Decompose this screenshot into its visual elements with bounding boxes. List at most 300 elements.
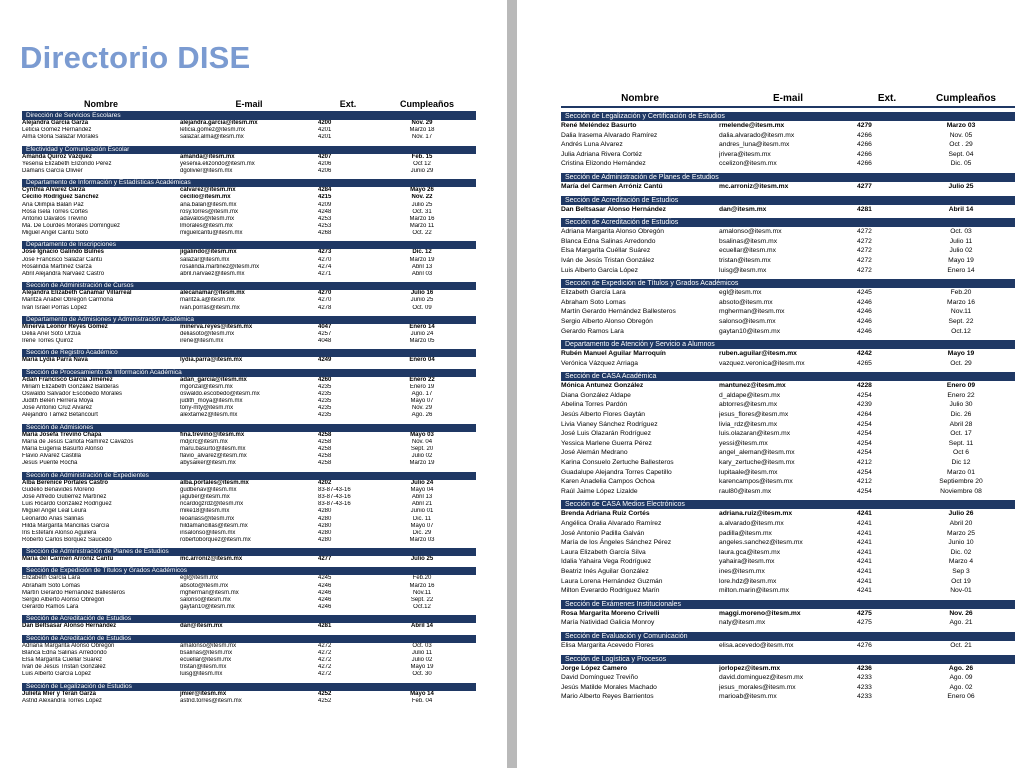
- table-row: [22, 480, 476, 487]
- contact-email: adavalos@itesm.mx: [180, 215, 235, 222]
- section: [22, 146, 476, 176]
- contact-email: milton.marin@itesm.mx: [719, 587, 789, 595]
- contact-email: egl@itesm.mx: [180, 575, 219, 582]
- contact-email: yahaira@itesm.mx: [719, 558, 775, 566]
- contact-extension: 4265: [857, 359, 872, 367]
- contact-email: adan_garcia@itesm.mx: [180, 376, 247, 383]
- contact-name: Alejandra García Garza: [22, 120, 89, 126]
- contact-email: alextamez@itesm.mx: [180, 412, 238, 419]
- contact-name: Gudelio Benavides Moreno: [22, 486, 95, 493]
- contact-birthday: Enero 04: [409, 357, 435, 364]
- contact-extension: 4272: [857, 247, 872, 255]
- contact-birthday: Julio 11: [411, 649, 433, 656]
- contact-extension: 4206: [318, 167, 332, 174]
- contact-name: Sergio Alberto Alonso Obregón: [561, 317, 653, 325]
- table-row: [22, 643, 476, 650]
- table-row: [561, 538, 1015, 548]
- table-row: [561, 557, 1015, 567]
- contact-extension: 4280: [318, 529, 332, 536]
- table-row: [22, 623, 476, 630]
- contact-birthday: Dic. 02: [950, 548, 972, 556]
- table-row: [561, 509, 1015, 519]
- table-row: [22, 523, 476, 530]
- table-row: [561, 448, 1015, 458]
- contact-birthday: Abril 28: [949, 420, 973, 428]
- contact-birthday: Abril 21: [411, 501, 433, 508]
- contact-name: Antonio Dávalos Treviño: [22, 215, 88, 222]
- contact-extension: 4275: [857, 619, 872, 627]
- contact-email: abtorres@itesm.mx: [719, 401, 778, 409]
- contact-email: vazquez.veronica@itesm.mx: [719, 359, 805, 367]
- contact-extension: 4241: [857, 577, 872, 585]
- contact-extension: 4252: [318, 697, 332, 704]
- section: [561, 655, 1015, 702]
- contact-extension: 4254: [857, 391, 872, 399]
- table-row: [22, 297, 476, 304]
- contact-birthday: Sep 3: [952, 567, 970, 575]
- contact-email: dan@itesm.mx: [719, 205, 767, 213]
- contact-name: Dan Beltsasar Alonso Hernández: [22, 623, 117, 630]
- contact-birthday: Sept. 22: [410, 597, 434, 603]
- contact-extension: 4264: [857, 411, 872, 419]
- contact-email: angeles.sanchez@itesm.mx: [719, 539, 803, 547]
- contact-name: Alejandro Támez Betancourt: [22, 412, 98, 419]
- contact-birthday: Oct . 29: [949, 141, 973, 149]
- contact-email: luisg@itesm.mx: [180, 671, 223, 678]
- contact-name: Luis Alberto García López: [22, 671, 92, 678]
- contact-name: Ana Olimpia Balán Paz: [22, 201, 84, 208]
- contact-email: gaytan10@itesm.mx: [719, 327, 781, 335]
- contact-email: dgolivier@itesm.mx: [180, 167, 233, 174]
- contact-extension: 4281: [318, 623, 332, 630]
- section-title: Efectividad y Comunicación Escolar: [22, 146, 476, 154]
- contact-birthday: Marzo 16: [409, 582, 435, 589]
- section: [22, 567, 476, 611]
- contact-birthday: Feb. 15: [411, 153, 433, 160]
- contact-email: angel_aleman@itesm.mx: [719, 449, 795, 457]
- contact-email: ecuellar@itesm.mx: [719, 247, 776, 255]
- contact-birthday: Dic. 12: [412, 249, 432, 256]
- contact-extension: 4245: [857, 289, 872, 297]
- section: [561, 500, 1015, 595]
- contact-name: María Natividad Galicia Monroy: [561, 619, 655, 627]
- contact-birthday: Marzo 03: [409, 537, 435, 544]
- contact-name: Rosalinda Martínez Garza: [22, 263, 92, 270]
- contact-extension: 4254: [857, 449, 872, 457]
- contact-birthday: Mayo 19: [410, 664, 434, 671]
- contact-birthday: Oct. 29: [950, 359, 972, 367]
- table-row: [22, 377, 476, 384]
- contact-name: Martín Gerardo Hernández Ballesteros: [22, 589, 126, 596]
- contact-birthday: Marzo 01: [947, 468, 975, 476]
- contact-extension: 4270: [318, 256, 332, 263]
- table-row: [561, 150, 1015, 160]
- table-row: [22, 305, 476, 312]
- contact-extension: 4241: [857, 548, 872, 556]
- table-row: [561, 288, 1015, 298]
- section: [22, 282, 476, 312]
- table-row: [22, 664, 476, 671]
- contact-name: Alma Gloria Salazar Morales: [22, 134, 99, 141]
- contact-extension: 4246: [318, 604, 332, 611]
- table-row: [22, 120, 476, 127]
- contact-birthday: Marzo 18: [409, 127, 435, 134]
- contact-name: Julieta Mier y Terán Garza: [22, 690, 96, 697]
- contact-email: minerva.reyes@itesm.mx: [180, 323, 253, 330]
- contact-name: Flavio Álvarez Castilla: [22, 453, 82, 460]
- table-row: [561, 410, 1015, 420]
- contact-birthday: Oct. 30: [412, 671, 432, 678]
- contact-email: karencampos@itesm.mx: [719, 478, 793, 486]
- section: [561, 632, 1015, 651]
- contact-name: Amanda Quiroz Vázquez: [22, 153, 93, 160]
- table-row: [22, 187, 476, 194]
- contact-extension: 83-87-43-16: [318, 501, 351, 508]
- contact-birthday: Marzo 16: [409, 215, 435, 222]
- contact-birthday: Julio 02: [411, 453, 433, 460]
- contact-name: Beatriz Inés Aguilar González: [561, 567, 649, 575]
- contact-birthday: Dic. 11: [412, 515, 432, 522]
- table-row: [561, 519, 1015, 529]
- contact-extension: 4248: [318, 208, 332, 215]
- contact-name: René Meléndez Basurto: [561, 122, 637, 129]
- directory-table-right: [561, 112, 1015, 702]
- contact-extension: 4236: [857, 664, 872, 672]
- table-row: [561, 664, 1015, 674]
- section-title: Sección de Administración de Planes de Estudios: [22, 548, 476, 556]
- contact-extension: 4241: [857, 539, 872, 547]
- contact-extension: 4280: [318, 508, 332, 515]
- section: [22, 241, 476, 278]
- contact-birthday: Enero 14: [947, 266, 975, 274]
- contact-extension: 4258: [318, 453, 332, 460]
- contact-birthday: Dic 12: [951, 459, 971, 467]
- contact-email: miguelcantu@itesm.mx: [180, 230, 243, 237]
- table-row: [561, 182, 1015, 192]
- contact-birthday: Junio 10: [948, 539, 974, 547]
- contact-email: d_aldape@itesm.mx: [719, 391, 781, 399]
- contact-extension: 4252: [318, 690, 332, 697]
- contact-email: jesus_flores@itesm.mx: [719, 411, 789, 419]
- contact-name: Adriana Margarita Alonso Obregón: [22, 642, 115, 649]
- contact-email: salazar@itesm.mx: [180, 256, 230, 263]
- table-row: [561, 683, 1015, 693]
- section: [22, 472, 476, 545]
- table-row: [22, 331, 476, 338]
- table-row: [22, 216, 476, 223]
- section: [561, 173, 1015, 192]
- contact-extension: 4201: [318, 134, 332, 141]
- table-row: [22, 460, 476, 467]
- contact-extension: 4228: [857, 382, 872, 390]
- section-title: Sección de Exámenes Institucionales: [561, 600, 1015, 609]
- contact-extension: 4254: [857, 439, 872, 447]
- table-row: [22, 650, 476, 657]
- contact-name: Jorge López Camero: [561, 664, 628, 672]
- contact-name: Hilda Margarita Mancillas García: [22, 522, 110, 529]
- contact-birthday: Marzo 11: [409, 223, 435, 230]
- contact-birthday: Julio 02: [411, 656, 433, 663]
- table-row: [561, 609, 1015, 619]
- contact-email: alba.portales@itesm.mx: [180, 479, 249, 486]
- contact-name: Laura Lorena Hernández Guzmán: [561, 577, 663, 585]
- contact-email: salonso@itesm.mx: [180, 597, 231, 603]
- contact-email: jagutier@itesm.mx: [180, 493, 230, 500]
- contact-email: yessi@itesm.mx: [719, 439, 768, 447]
- table-row: [22, 604, 476, 611]
- contact-extension: 4254: [857, 420, 872, 428]
- table-row: [22, 590, 476, 597]
- contact-name: Elizabeth García Lara: [561, 289, 626, 297]
- table-row: [22, 453, 476, 460]
- contact-email: mc.arroniz@itesm.mx: [180, 556, 243, 563]
- contact-email: gudbenav@itesm.mx: [180, 486, 237, 493]
- contact-name: Roberto Carlos Bórquez Saucedo: [22, 537, 112, 544]
- table-row: [561, 458, 1015, 468]
- contact-birthday: Oct. 17: [950, 430, 972, 438]
- contact-extension: 4235: [318, 383, 332, 390]
- table-row: [22, 154, 476, 161]
- contact-name: Elisa Margarita Acevedo Flores: [561, 641, 654, 649]
- section: [22, 349, 476, 364]
- section: [22, 683, 476, 705]
- contact-name: Mónica Antunez González: [561, 382, 644, 390]
- contact-birthday: Sept. 22: [948, 317, 974, 325]
- contact-birthday: Noviembre 08: [940, 487, 982, 495]
- contact-email: livia_rdz@itesm.mx: [719, 420, 778, 428]
- table-row: [22, 264, 476, 271]
- contact-birthday: Ago. 09: [949, 674, 973, 682]
- contact-extension: 4241: [857, 510, 872, 518]
- contact-name: Alba Berenice Portales Castro: [22, 479, 109, 486]
- contact-email: alejandra.garcia@itesm.mx: [180, 120, 258, 126]
- contact-email: astrid.torres@itesm.mx: [180, 697, 242, 704]
- contact-extension: 4266: [857, 131, 872, 139]
- contact-name: Gerardo Ramos Lara: [561, 327, 624, 335]
- section: [22, 615, 476, 630]
- contact-extension: 4277: [857, 182, 872, 190]
- contact-extension: 4253: [318, 223, 332, 230]
- contact-email: irene@itesm.mx: [180, 338, 224, 345]
- contact-extension: 4258: [318, 431, 332, 438]
- contact-birthday: Marzo 25: [947, 529, 975, 537]
- contact-extension: 4235: [318, 390, 332, 397]
- section-title: Departamento de Admisiones y Administración Académica: [22, 316, 476, 324]
- contact-email: mgherman@itesm.mx: [719, 308, 785, 316]
- contact-email: salonso@itesm.mx: [719, 317, 776, 325]
- table-row: [561, 487, 1015, 497]
- section: [561, 112, 1015, 169]
- contact-email: andres_luna@itesm.mx: [719, 141, 790, 149]
- contact-email: david.dominguez@itesm.mx: [719, 674, 804, 682]
- header-email: E-mail: [235, 99, 263, 109]
- contact-email: jigalindo@itesm.mx: [180, 249, 237, 256]
- contact-birthday: Mayo 07: [410, 398, 434, 405]
- contact-birthday: Abril 13: [411, 493, 433, 500]
- section: [22, 179, 476, 237]
- contact-birthday: Nov.11: [412, 589, 432, 596]
- contact-email: mgonzal@itesm.mx: [180, 383, 233, 390]
- section: [22, 112, 476, 142]
- contact-birthday: Junio 25: [410, 297, 434, 304]
- contact-email: jesus_morales@itesm.mx: [719, 683, 796, 691]
- table-row: [561, 317, 1015, 327]
- contact-birthday: Julio 25: [948, 182, 974, 190]
- directory-page-left: [0, 0, 507, 768]
- table-row: [561, 439, 1015, 449]
- contact-name: José Francisco Salazar Cantú: [22, 256, 103, 263]
- table-row: [561, 131, 1015, 141]
- table-row: [22, 439, 476, 446]
- contact-name: Brenda Adriana Ruiz Cortés: [561, 510, 650, 518]
- section-title: Sección de Administración de Cursos: [22, 282, 476, 290]
- contact-extension: 4246: [857, 327, 872, 335]
- contact-extension: 4272: [857, 256, 872, 264]
- contact-name: Jesús Puente Rocha: [22, 460, 78, 467]
- contact-name: Idalia Yahaira Vega Rodríguez: [561, 558, 652, 566]
- contact-name: Guadalupe Alejandra Torres Capetillo: [561, 468, 672, 476]
- table-row: [22, 209, 476, 216]
- table-row: [561, 307, 1015, 317]
- contact-email: marioab@itesm.mx: [719, 693, 777, 701]
- contact-extension: 4246: [857, 317, 872, 325]
- contact-name: José Ignacio Galindo Bulnes: [22, 249, 105, 256]
- contact-email: rmelende@itesm.mx: [719, 122, 785, 129]
- table-row: [22, 556, 476, 563]
- section-title: Departamento de Inscripciones: [22, 241, 476, 249]
- section: [22, 635, 476, 679]
- table-row: [22, 202, 476, 209]
- table-row: [561, 477, 1015, 487]
- contact-extension: 4280: [318, 537, 332, 544]
- contact-email: salazar.alma@itesm.mx: [180, 134, 244, 141]
- table-row: [561, 121, 1015, 131]
- contact-birthday: Dic. 05: [950, 160, 972, 168]
- table-row: [561, 237, 1015, 247]
- contact-birthday: Oct 19: [951, 577, 971, 585]
- contact-email: deliasoto@itesm.mx: [180, 330, 235, 337]
- contact-extension: 4207: [318, 153, 332, 160]
- contact-email: tony-mty@itesm.mx: [180, 405, 234, 412]
- contact-name: Martín Gerardo Hernández Ballesteros: [561, 308, 676, 316]
- section: [22, 548, 476, 563]
- contact-email: oswaldo.escobedo@itesm.mx: [180, 390, 260, 397]
- contact-birthday: Sept. 20: [410, 446, 434, 452]
- contact-email: ccelizon@itesm.mx: [719, 160, 777, 168]
- contact-extension: 4266: [857, 150, 872, 158]
- contact-name: Rubén Manuel Aguilar Marroquín: [561, 350, 666, 358]
- contact-birthday: Oct 6: [953, 449, 969, 457]
- contact-extension: 4233: [857, 674, 872, 682]
- contact-name: Rosa Margarita Moreno Crivelli: [561, 609, 660, 617]
- contact-name: Sergio Alberto Alonso Obregón: [22, 597, 105, 603]
- contact-birthday: Dic. 29: [412, 529, 432, 536]
- section: [561, 372, 1015, 496]
- table-row: [22, 357, 476, 364]
- contact-email: elisa.acevedo@itesm.mx: [719, 641, 794, 649]
- contact-email: egl@itesm.mx: [719, 289, 762, 297]
- contact-name: Irene Torres Quiroz: [22, 338, 74, 345]
- contact-email: padilla@itesm.mx: [719, 529, 772, 537]
- contact-email: kary_zertuche@itesm.mx: [719, 459, 795, 467]
- table-row: [22, 194, 476, 201]
- table-row: [22, 657, 476, 664]
- table-row: [22, 230, 476, 237]
- table-row: [561, 359, 1015, 369]
- contact-extension: 4274: [318, 263, 332, 270]
- contact-birthday: Julio 11: [949, 237, 973, 245]
- contact-extension: 4284: [318, 187, 332, 194]
- contact-name: Iván de Jesús Tristan González: [561, 256, 655, 264]
- contact-birthday: Junio 29: [410, 167, 434, 174]
- contact-email: calvarez@itesm.mx: [180, 187, 236, 194]
- contact-extension: 83-87-43-16: [318, 486, 351, 493]
- contact-birthday: Nov. 26: [949, 609, 973, 617]
- contact-name: Cristina Elizondo Hernández: [561, 160, 646, 168]
- table-row: [561, 266, 1015, 276]
- contact-name: Karen Anadelia Campos Ochoa: [561, 478, 655, 486]
- section: [22, 424, 476, 468]
- contact-email: yesenia.elizondo@itesm.mx: [180, 160, 255, 167]
- contact-extension: 4258: [318, 438, 332, 445]
- contact-birthday: Nov.11: [950, 308, 972, 316]
- contact-email: leticia.gomez@itesm.mx: [180, 127, 246, 134]
- contact-email: cecilio@itesm.mx: [180, 194, 231, 201]
- contact-email: judith_moya@itesm.mx: [180, 398, 243, 405]
- contact-name: Karina Consuelo Zertuche Ballesteros: [561, 459, 674, 467]
- contact-extension: 4270: [318, 297, 332, 304]
- contact-name: Iván Israel Porras López: [22, 304, 88, 311]
- section-title: Sección de Expedición de Títulos y Grados Académicos: [22, 567, 476, 575]
- table-header: [561, 88, 1015, 108]
- contact-extension: 4253: [318, 215, 332, 222]
- table-row: [22, 575, 476, 582]
- contact-email: alecanamar@itesm.mx: [180, 290, 245, 297]
- contact-extension: 4201: [318, 127, 332, 134]
- table-row: [22, 516, 476, 523]
- table-row: [22, 127, 476, 134]
- contact-name: José Antonio Padilla Galván: [561, 529, 645, 537]
- contact-extension: 4215: [318, 194, 332, 201]
- contact-email: mdjcrc@itesm.mx: [180, 438, 228, 445]
- contact-birthday: Abril 13: [411, 263, 433, 270]
- table-row: [22, 671, 476, 678]
- table-row: [22, 494, 476, 501]
- contact-extension: 4266: [857, 160, 872, 168]
- contact-extension: 4048: [318, 338, 332, 345]
- contact-birthday: Julio 26: [948, 510, 974, 518]
- contact-name: Dan Beltsasar Alonso Hernández: [561, 205, 666, 213]
- section: [22, 369, 476, 420]
- contact-extension: 4249: [318, 357, 332, 364]
- header-nombre: Nombre: [83, 99, 118, 109]
- table-row: [22, 391, 476, 398]
- contact-extension: 4270: [318, 290, 332, 297]
- contact-email: luis.olazaran@itesm.mx: [719, 430, 791, 438]
- contact-extension: 4212: [857, 478, 872, 486]
- contact-extension: 4233: [857, 693, 872, 701]
- table-row: [561, 246, 1015, 256]
- contact-birthday: Enero 14: [409, 323, 435, 330]
- table-row: [561, 298, 1015, 308]
- contact-email: maru.basurto@itesm.mx: [180, 446, 246, 452]
- contact-email: naty@itesm.mx: [719, 619, 766, 627]
- contact-extension: 4246: [318, 589, 332, 596]
- contact-email: dalia.alvarado@itesm.mx: [719, 131, 795, 139]
- contact-email: laura.gca@itesm.mx: [719, 548, 781, 556]
- contact-extension: 4254: [857, 430, 872, 438]
- contact-email: lmorales@itesm.mx: [180, 223, 233, 230]
